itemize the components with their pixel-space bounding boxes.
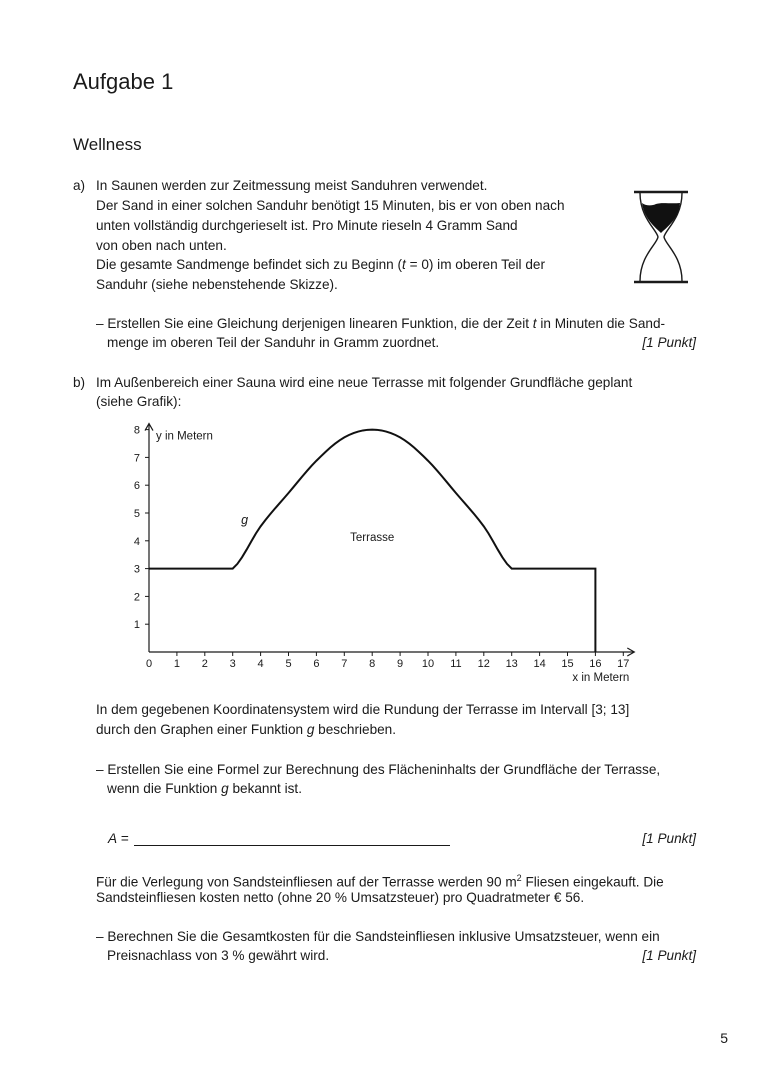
x-tick-label: 5 (285, 658, 292, 670)
part-a-line-4: von oben nach unten. (96, 238, 227, 253)
x-tick-label: 16 (589, 658, 602, 670)
part-b-after-2: durch den Graphen einer Funktion g beschrieben. (96, 722, 397, 737)
x-tick-label: 6 (313, 658, 320, 670)
x-tick-label: 15 (561, 658, 574, 670)
part-b-task-1-line-1: – Erstellen Sie eine Formel zur Berechnung des Flächeninhalts der Grundfläche der Terrasse, (96, 762, 661, 777)
x-tick-label: 3 (229, 658, 236, 670)
y-tick-label: 6 (133, 480, 140, 493)
x-tick-label: 2 (201, 658, 208, 670)
part-b-task-2-line-2: Preisnachlass von 3 % gewährt wird. (107, 948, 330, 963)
part-a-line-1: In Saunen werden zur Zeitmessung meist Sanduhren verwendet. (96, 178, 488, 193)
part-a-line-2: Der Sand in einer solchen Sanduhr benötigt 15 Minuten, bis er von oben nach (96, 198, 565, 213)
x-tick-label: 4 (257, 658, 264, 670)
y-tick-label: 5 (133, 508, 140, 520)
part-b-para-2: Sandsteinfliesen kosten netto (ohne 20 % Umsatzsteuer) pro Quadratmeter € 56. (96, 890, 585, 905)
x-tick-label: 9 (397, 658, 404, 670)
area-answer-line[interactable] (134, 845, 450, 846)
part-a-line-3: unten vollständig durchgerieselt ist. Pro Minute rieseln 4 Gramm Sand (96, 218, 518, 233)
y-tick-label: 8 (133, 424, 140, 437)
y-tick-label: 7 (133, 452, 140, 465)
part-b-points-1: [1 Punkt] (642, 831, 696, 846)
x-tick-label: 17 (617, 658, 630, 670)
y-axis-label: y in Metern (156, 430, 213, 443)
part-b-points-2: [1 Punkt] (642, 948, 696, 963)
part-a-task-line-2: menge im oberen Teil der Sanduhr in Gramm zuordnet. (107, 335, 440, 350)
x-tick-label: 13 (505, 658, 518, 670)
x-tick-label: 11 (450, 658, 462, 670)
part-b-para-1: Für die Verlegung von Sandsteinfliesen auf der Terrasse werden 90 $m^2$ Fliesen eingekauft. Die (96, 873, 664, 890)
area-formula-label: A = (108, 831, 129, 846)
x-axis-label: x in Metern (572, 672, 630, 684)
x-tick-label: 8 (369, 658, 376, 670)
page-title: Aufgabe 1 (73, 69, 174, 94)
x-tick-label: 12 (477, 658, 490, 670)
part-b-label: b) (73, 375, 86, 390)
x-tick-label: 14 (533, 658, 546, 670)
part-b-task-2-line-1: – Berechnen Sie die Gesamtkosten für die Sandsteinfliesen inklusive Umsatzsteuer, wenn ein (96, 929, 660, 944)
part-a-label: a) (73, 178, 86, 193)
terrace-label: Terrasse (350, 531, 395, 544)
part-b-intro-2: (siehe Grafik): (96, 394, 182, 409)
y-tick-label: 2 (133, 591, 140, 604)
x-tick-label: 10 (421, 658, 435, 670)
y-tick-label: 4 (133, 535, 140, 548)
x-tick-label: 7 (341, 658, 348, 670)
function-g-label: g (241, 513, 249, 528)
part-a-task-line-1: – Erstellen Sie eine Gleichung derjenigen linearen Funktion, die der Zeit t in Minuten die Sand- (96, 316, 666, 331)
part-b-intro-1: Im Außenbereich einer Sauna wird eine neue Terrasse mit folgender Grundfläche geplant (96, 375, 633, 390)
x-tick-label: 1 (173, 658, 180, 670)
y-tick-label: 3 (133, 563, 140, 576)
x-tick-label: 0 (145, 658, 153, 670)
section-title: Wellness (73, 135, 142, 154)
y-tick-label: 1 (133, 619, 140, 632)
part-b-task-1-line-2: wenn die Funktion g bekannt ist. (107, 781, 302, 796)
part-a-points: [1 Punkt] (642, 335, 696, 350)
part-a-line-5: Die gesamte Sandmenge befindet sich zu Beginn (t = 0) im oberen Teil der (96, 257, 545, 272)
page-number: 5 (720, 1030, 728, 1046)
part-a-line-6: Sanduhr (siehe nebenstehende Skizze). (96, 277, 338, 292)
part-b-after-1: In dem gegebenen Koordinatensystem wird die Rundung der Terrasse im Intervall [3; 13] (96, 702, 630, 717)
